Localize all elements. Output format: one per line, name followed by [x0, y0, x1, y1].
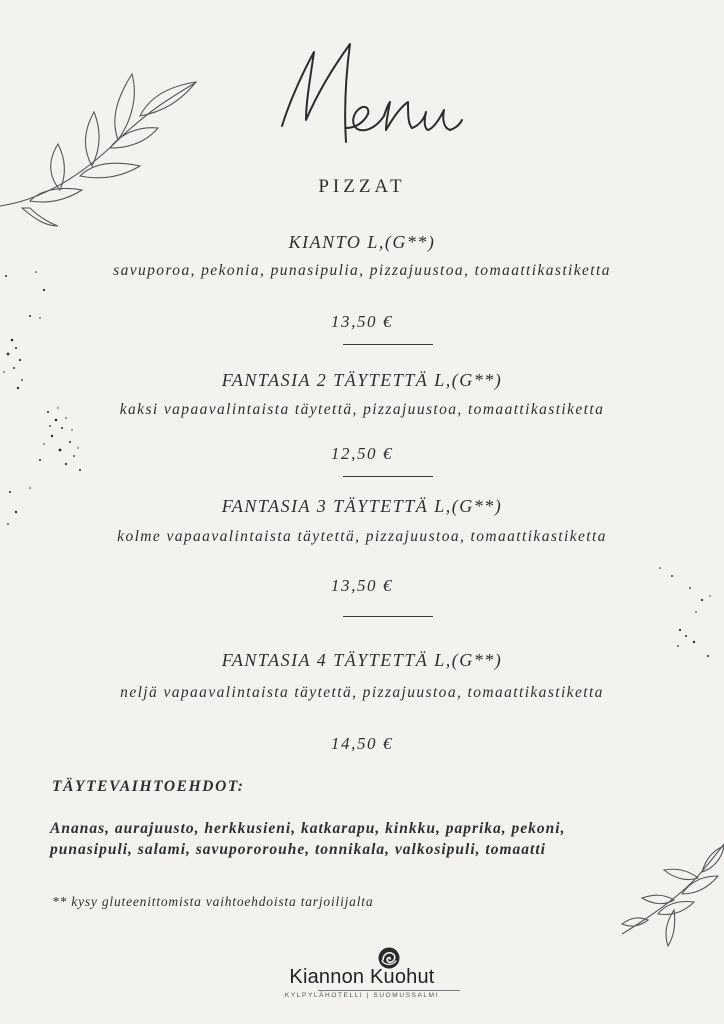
menu-item-description: neljä vapaavalintaista täytettä, pizzajuustoa, tomaattikastiketta [120, 684, 604, 701]
price-divider [343, 344, 433, 345]
toppings-line: punasipuli, salami, savupororouhe, tonnikala, valkosipuli, tomaatti [50, 841, 546, 858]
gluten-footnote: ** kysy gluteenittomista vaihtoehdoista tarjoilijalta [52, 894, 374, 909]
menu-script-title [230, 30, 490, 160]
menu-item-name: KIANTO L,(G**) [288, 232, 436, 252]
menu-item-price: 14,50 € [330, 734, 394, 753]
toppings-list [50, 818, 690, 860]
menu-item-description: kaksi vapaavalintaista täytettä, pizzajuustoa, tomaattikastiketta [119, 401, 605, 418]
menu-item-description: savuporoa, pekonia, punasipulia, pizzajuustoa, tomaattikastiketta [113, 262, 611, 279]
toppings-line: Ananas, aurajuusto, herkkusieni, katkarapu, kinkku, paprika, pekoni, [50, 820, 566, 837]
price-divider [343, 476, 433, 477]
toppings-heading: TÄYTEVAIHTOEHDOT: [52, 778, 245, 795]
menu-item-price: 13,50 € [330, 576, 394, 595]
menu-item-name: FANTASIA 2 TÄYTETTÄ L,(G**) [221, 370, 503, 390]
leaf-branch-top-left-icon [0, 68, 200, 228]
price-divider [343, 616, 433, 617]
brand-tagline: KYLPYLÄHOTELLI | SUOMUSSALMI [284, 992, 440, 999]
menu-item-price: 13,50 € [330, 312, 394, 331]
menu-item-price: 12,50 € [330, 444, 394, 463]
logo-divider [318, 990, 460, 991]
brand-name: Kiannon Kuohut [289, 966, 435, 988]
section-title: PIZZAT [318, 176, 406, 197]
menu-item-name: FANTASIA 4 TÄYTETTÄ L,(G**) [221, 650, 503, 670]
menu-item-name: FANTASIA 3 TÄYTETTÄ L,(G**) [221, 496, 503, 516]
menu-item-description: kolme vapaavalintaista täytettä, pizzajuustoa, tomaattikastiketta [117, 528, 607, 545]
